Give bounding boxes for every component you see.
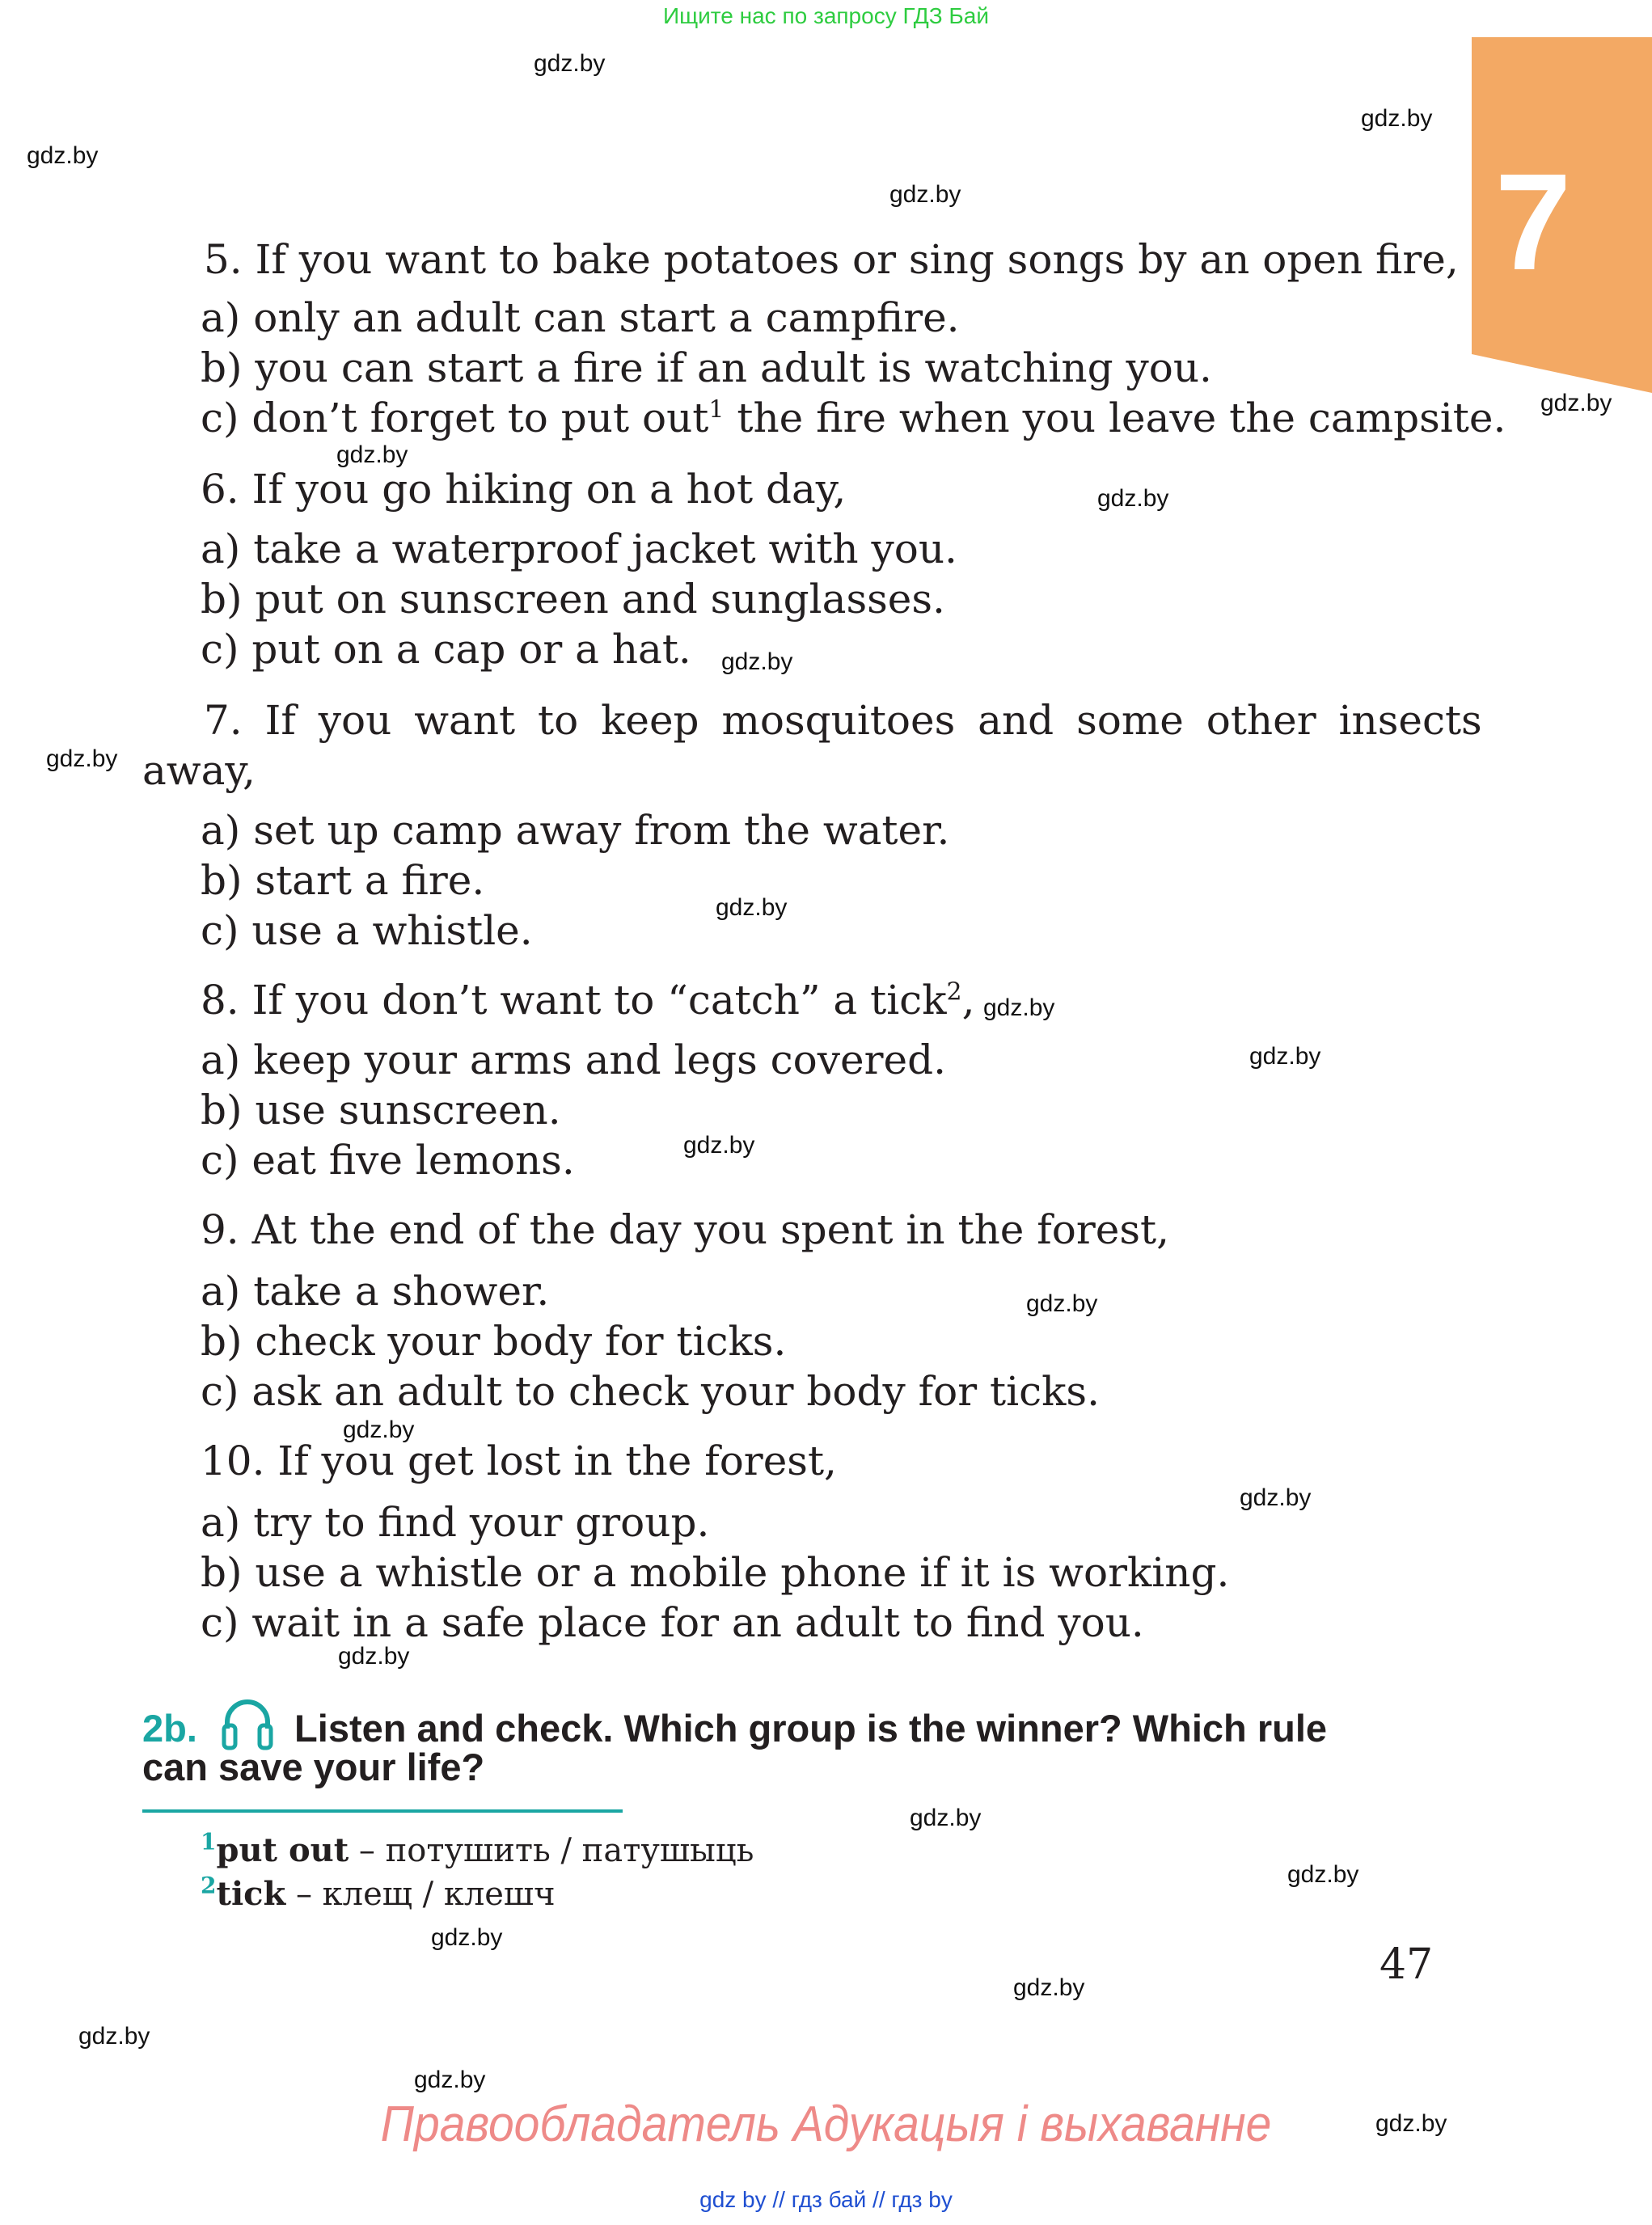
option-text: c) don’t forget to put out — [201, 395, 709, 441]
watermark: gdz.by — [721, 648, 793, 675]
answer-option: a) set up camp away from the water. — [201, 807, 950, 854]
watermark: gdz.by — [683, 1132, 755, 1159]
stem-line: 7. If you want to keep mosquitoes and some other insects — [204, 697, 1482, 744]
stem-punct: , — [961, 977, 975, 1024]
answer-option: c) put on a cap or a hat. — [201, 626, 691, 673]
footnote-translation: – потушить / патушыць — [349, 1832, 754, 1869]
top-banner: Ищите нас по запросу ГДЗ Бай — [662, 3, 990, 28]
answer-option: a) keep your arms and legs covered. — [201, 1037, 946, 1083]
question-stem: 6. If you go hiking on a hot day, — [201, 466, 847, 513]
footnote-divider — [142, 1809, 623, 1813]
footnote-term: put out — [216, 1831, 349, 1869]
question-stem-continuation: away, — [142, 747, 256, 794]
watermark: gdz.by — [983, 994, 1055, 1021]
watermark: gdz.by — [27, 142, 99, 169]
footnote-mark: 1 — [201, 1828, 217, 1856]
question-stem — [204, 695, 1482, 745]
watermark: gdz.by — [889, 181, 961, 208]
task-instruction-continuation: can save your life? — [142, 1746, 485, 1788]
watermark: gdz.by — [1240, 1484, 1312, 1511]
question-stem: 5. If you want to bake potatoes or sing songs by an open fire, — [204, 236, 1459, 283]
watermark: gdz.by — [716, 894, 788, 921]
watermark: gdz.by — [431, 1924, 503, 1951]
page-number: 47 — [1379, 1940, 1434, 1989]
answer-option: b) you can start a fire if an adult is watching you. — [201, 344, 1212, 391]
answer-option: a) take a shower. — [201, 1268, 550, 1315]
watermark: gdz.by — [1361, 105, 1433, 132]
answer-option: b) use sunscreen. — [201, 1087, 561, 1134]
question-stem: 10. If you get lost in the forest, — [201, 1438, 837, 1484]
chapter-number: 7 — [1494, 146, 1572, 299]
answer-option: c) ask an adult to check your body for ticks. — [201, 1368, 1100, 1415]
watermark: gdz.by — [910, 1805, 982, 1831]
answer-option: b) put on sunscreen and sunglasses. — [201, 576, 945, 623]
footnote — [201, 1872, 556, 1916]
footnote — [201, 1829, 754, 1872]
footnote-mark: 2 — [201, 1872, 217, 1899]
watermark: gdz.by — [414, 2067, 486, 2093]
watermark: gdz.by — [343, 1416, 415, 1443]
answer-option: a) try to find your group. — [201, 1499, 710, 1546]
watermark: gdz.by — [1540, 390, 1612, 416]
footnote-term: tick — [216, 1875, 286, 1913]
watermark: gdz.by — [336, 441, 408, 468]
task-number: 2b. — [142, 1707, 197, 1750]
watermark: gdz.by — [1013, 1974, 1085, 2001]
watermark: gdz.by — [1249, 1043, 1321, 1070]
stem-text: 8. If you don’t want to “catch” a tick — [201, 977, 947, 1024]
watermark: gdz.by — [338, 1643, 410, 1670]
watermark: gdz.by — [1287, 1861, 1359, 1888]
answer-option: c) use a whistle. — [201, 907, 533, 954]
bottom-links[interactable]: gdz by // гдз бай // гдз by — [699, 2187, 953, 2212]
question-stem — [201, 975, 975, 1025]
watermark: gdz.by — [78, 2023, 150, 2050]
watermark: gdz.by — [534, 50, 606, 77]
watermark: gdz.by — [46, 745, 118, 772]
question-stem: 9. At the end of the day you spent in the forest, — [201, 1206, 1170, 1253]
option-text: the fire when you leave the campsite. — [737, 395, 1506, 441]
answer-option: a) only an adult can start a campfire. — [201, 294, 960, 341]
answer-option — [201, 393, 1506, 443]
watermark: gdz.by — [1026, 1290, 1098, 1317]
task-text: Listen and check. Which group is the winner? Which rule — [294, 1707, 1328, 1750]
watermark: gdz.by — [1375, 2110, 1447, 2137]
answer-option: c) wait in a safe place for an adult to find you. — [201, 1599, 1144, 1646]
copyright-owner: Правообладатель Адукацыя і выхаванне — [380, 2096, 1272, 2152]
footnote-ref: 1 — [708, 395, 725, 424]
answer-option: b) check your body for ticks. — [201, 1318, 787, 1365]
answer-option: b) start a fire. — [201, 857, 485, 904]
watermark: gdz.by — [1097, 485, 1169, 512]
answer-option: a) take a waterproof jacket with you. — [201, 526, 957, 572]
footnote-ref: 2 — [946, 977, 962, 1007]
answer-option: c) eat five lemons. — [201, 1137, 575, 1184]
footnote-translation: – клещ / клешч — [285, 1876, 556, 1913]
answer-option: b) use a whistle or a mobile phone if it is working. — [201, 1549, 1230, 1596]
